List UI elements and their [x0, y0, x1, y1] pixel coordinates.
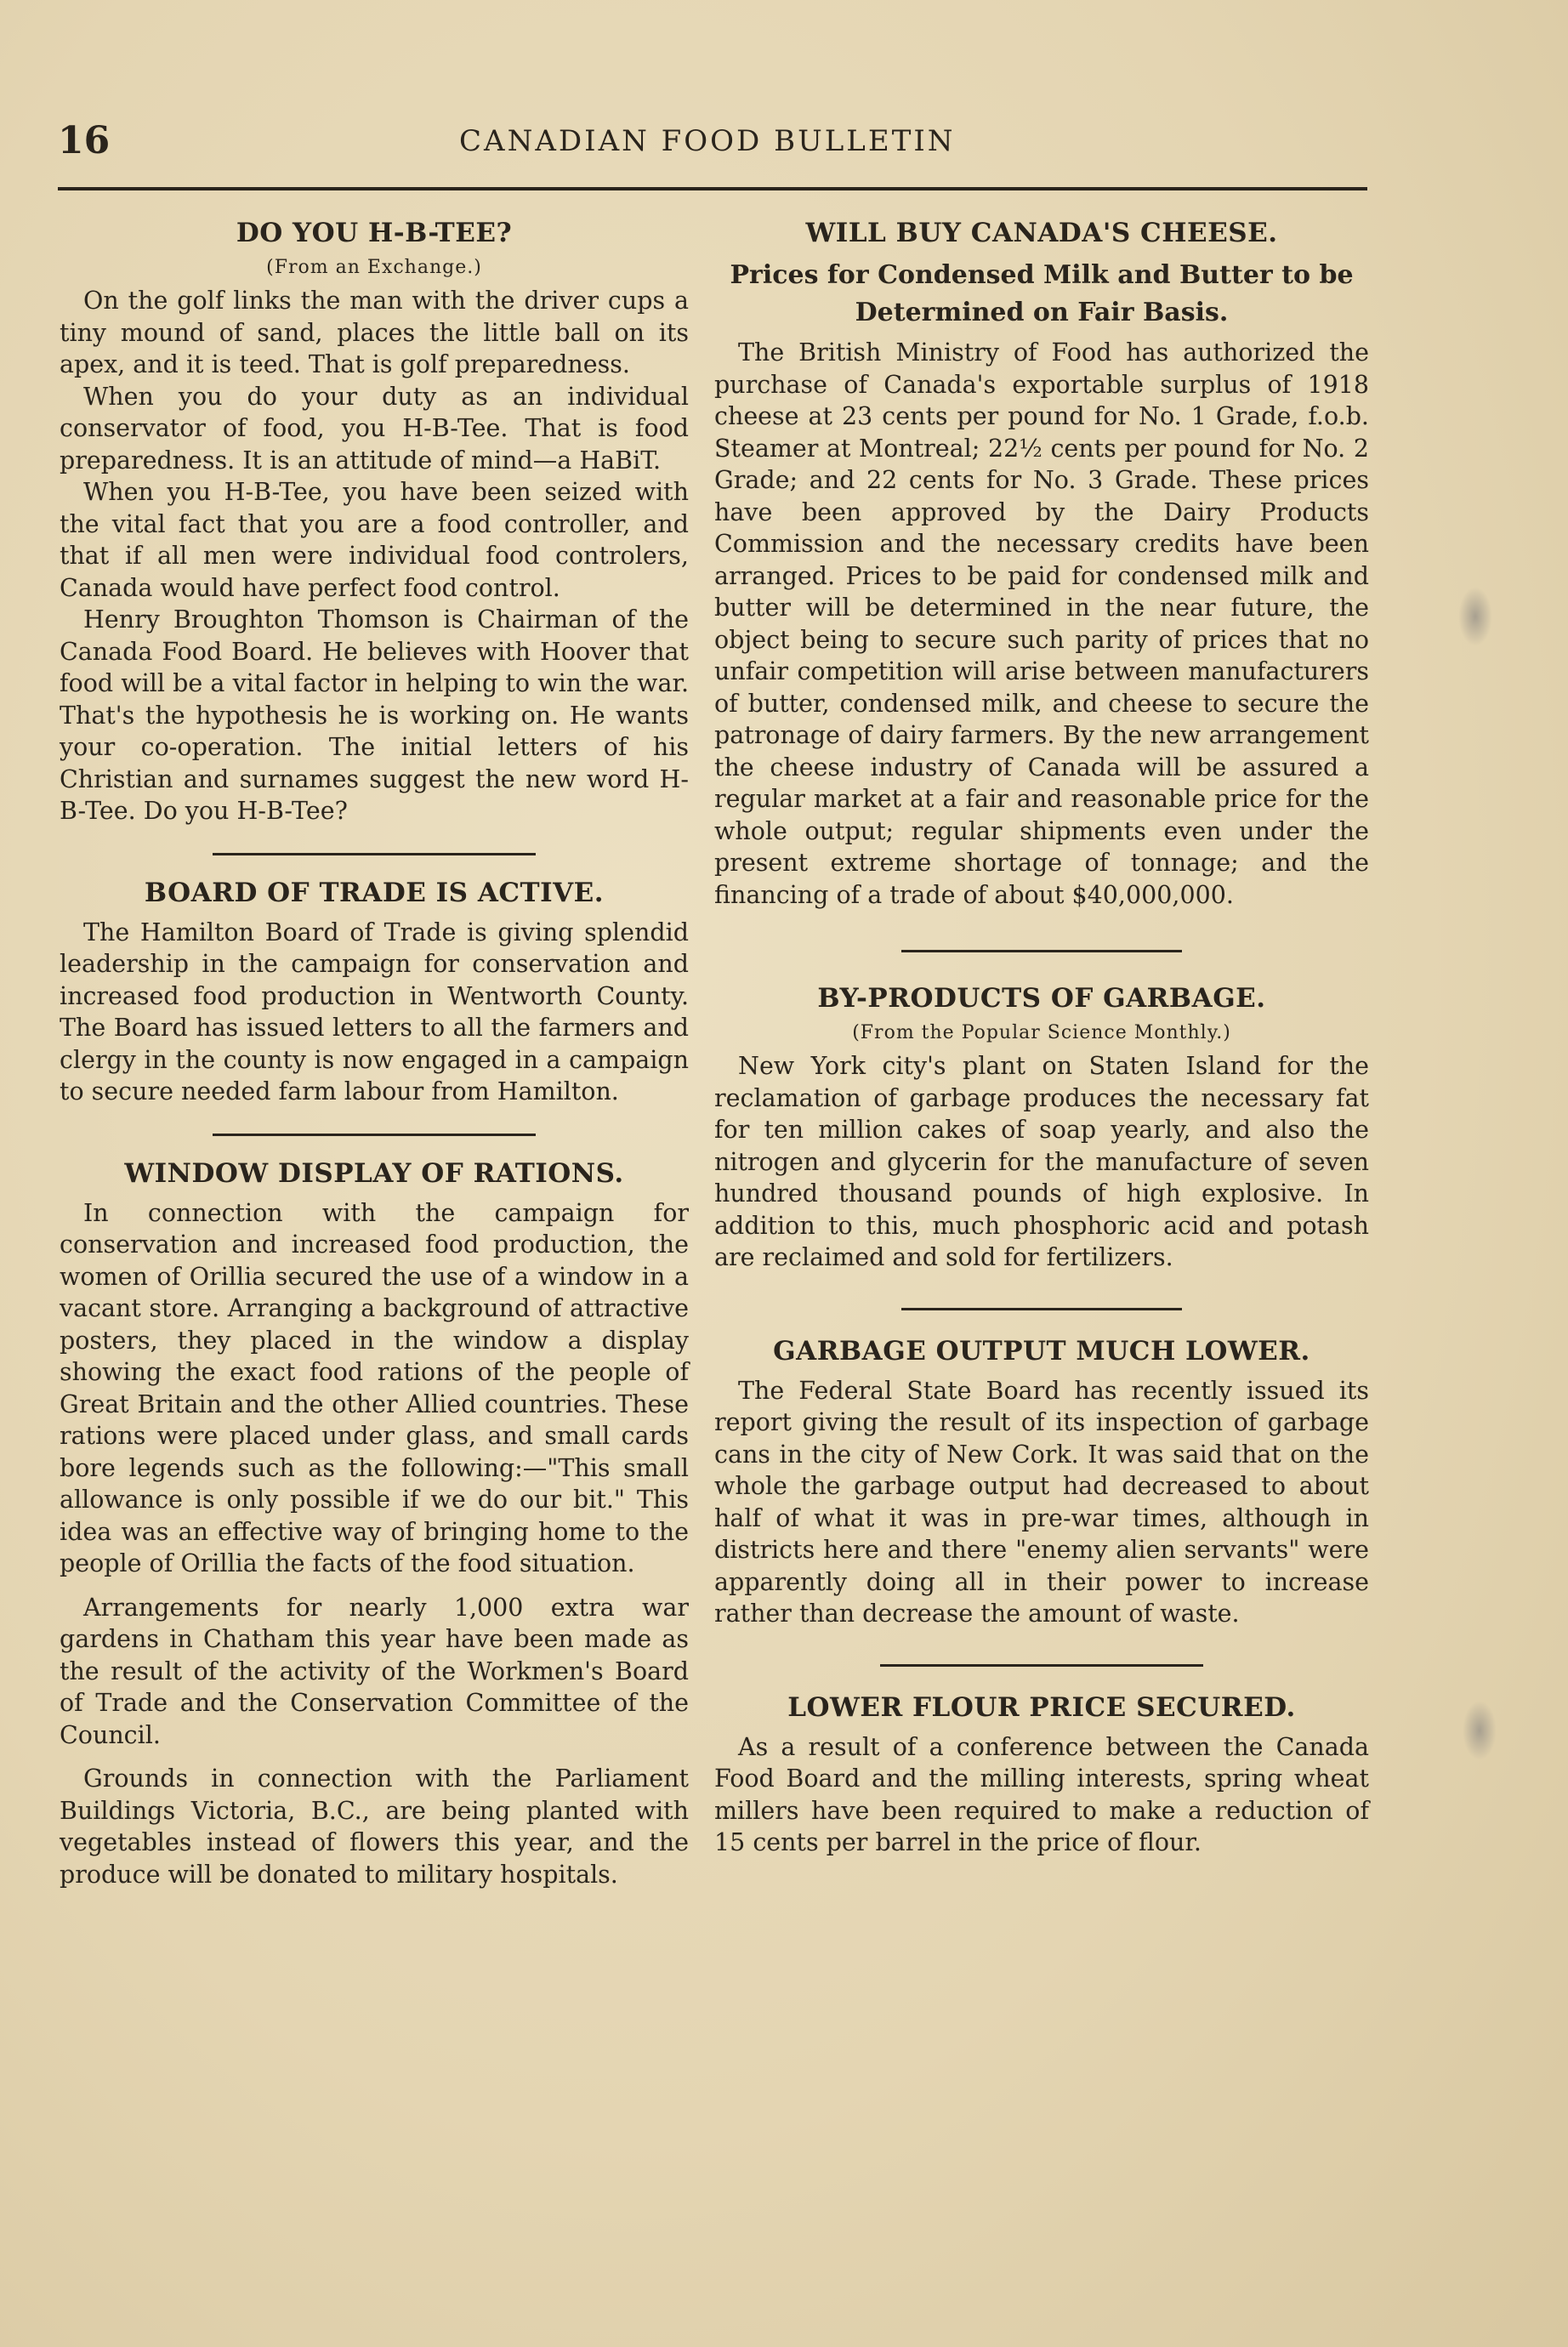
- article-by-products: [714, 983, 1369, 1274]
- paragraph: The Federal State Board has recently issued its report giving the result of its inspection of garbage cans in the city of New Cork. It was said that on the whole the garbage output had decreased to about half of what it was in pre-war times, although in districts here and there "enemy alien servants" were apparently doing all in their power to increase rather than decrease the amount of waste.: [714, 1376, 1369, 1628]
- article-divider: [213, 853, 536, 855]
- page-header: [51, 119, 1378, 170]
- paragraph: The British Ministry of Food has authorized the purchase of Canada's exportable surplus of 1918 cheese at 23 cents per pound for No. 1 Grade, f.o.b. Steamer at Montreal; 22½ cents per pound for No. 2 Grade; and 22 cents for No. 3 Grade. These prices have been approved by the Dairy Products Commission and the necessary credits have been arranged. Prices to be paid for condensed milk and butter will be determined in the near future, the object being to secure such parity of prices that no unfair competition will arise between manufacturers of butter, condensed milk, and cheese to secure the patronage of dairy farmers. By the new arrangement the cheese industry of Canada will be assured a regular market at a fair and reasonable price for the whole output; regular shipments even under the present extreme shortage of tonnage; and the financing of a trade of about $40,000,000.: [714, 338, 1369, 909]
- article-flour-price: [714, 1692, 1369, 1859]
- article-divider: [901, 1308, 1182, 1310]
- header-rule: [58, 187, 1367, 190]
- paragraph: On the golf links the man with the driver cups a tiny mound of sand, places the little ball on its apex, and it is teed. That is golf preparedness.: [60, 287, 689, 378]
- article-title: LOWER FLOUR PRICE SECURED.: [787, 1691, 1296, 1723]
- running-title: CANADIAN FOOD BULLETIN: [459, 124, 956, 158]
- paper-stain: [1463, 1701, 1497, 1760]
- article-title: GARBAGE OUTPUT MUCH LOWER.: [773, 1335, 1310, 1367]
- article-divider: [880, 1664, 1203, 1667]
- article-window-display: [60, 1158, 689, 1891]
- article-canadas-cheese: [714, 218, 1369, 911]
- paragraph: Arrangements for nearly 1,000 extra war gardens in Chatham this year have been made as the result of the activity of the Workmen's Board of Trade and the Conservation Committee of the Council.: [60, 1593, 689, 1749]
- page-number: 16: [58, 119, 111, 162]
- article-title: WINDOW DISPLAY OF RATIONS.: [124, 1157, 624, 1189]
- article-source: (From the Popular Science Monthly.): [852, 1022, 1231, 1043]
- paragraph: In connection with the campaign for conservation and increased food production, the women of Orillia secured the use of a window in a vacant store. Arranging a background of attractive posters, they placed in the window a display showing the exact food rations of the people of Great Britain and the other Allied countries. These rations were placed under glass, and small cards bore legends such as the following:—"This small allowance is only possible if we do our bit." This idea was an effective way of bringing home to the people of Orillia the facts of the food situation.: [60, 1198, 689, 1577]
- paragraph: New York city's plant on Staten Island for the reclamation of garbage produces the necessary fat for ten million cakes of soap yearly, and also the nitrogen and glycerin for the manufacture of seven hundred thousand pounds of high explosive. In addition to this, much phosphoric acid and potash are reclaimed and sold for fertilizers.: [714, 1052, 1369, 1271]
- article-divider: [213, 1134, 536, 1136]
- paragraph: The Hamilton Board of Trade is giving splendid leadership in the campaign for conservation and increased food production in Wentworth County. The Board has issued letters to all the farmers and clergy in the county is now engaged in a campaign to secure needed farm labour from Hamilton.: [60, 918, 689, 1105]
- paragraph: As a result of a conference between the Canada Food Board and the milling interests, spring wheat millers have been required to make a reduction of 15 cents per barrel in the price of flour.: [714, 1732, 1369, 1856]
- paragraph: Henry Broughton Thomson is Chairman of the Canada Food Board. He believes with Hoover that food will be a vital factor in helping to win the war. That's the hypothesis he is working on. He wants your co-operation. The initial letters of his Christian and surnames suggest the new word H-B-Tee. Do you H-B-Tee?: [60, 605, 689, 825]
- article-title: BOARD OF TRADE IS ACTIVE.: [144, 877, 605, 908]
- left-column: [60, 204, 689, 1890]
- article-board-of-trade: [60, 878, 689, 1108]
- paper-stain: [1458, 587, 1492, 646]
- article-hbtee: [60, 218, 689, 827]
- paragraph: When you H-B-Tee, you have been seized with the vital fact that you are a food controller, and that if all men were individual food controlers, Canada would have perfect food control.: [60, 478, 689, 602]
- article-title: WILL BUY CANADA'S CHEESE.: [805, 218, 1278, 248]
- paragraph: When you do your duty as an individual conservator of food, you H-B-Tee. That is food preparedness. It is an attitude of mind—a HaBiT.: [60, 382, 689, 475]
- right-column: [714, 204, 1369, 1859]
- paragraph: Grounds in connection with the Parliament Buildings Victoria, B.C., are being planted with vegetables instead of flowers this year, and the produce will be donated to military hospitals.: [60, 1765, 689, 1889]
- article-title: BY-PRODUCTS OF GARBAGE.: [817, 983, 1266, 1014]
- article-title: DO YOU H-B-TEE?: [236, 218, 513, 248]
- article-deck: Prices for Condensed Milk and Butter to be Determined on Fair Basis.: [730, 260, 1354, 327]
- article-source: (From an Exchange.): [266, 257, 482, 278]
- article-garbage-output: [714, 1336, 1369, 1630]
- article-divider: [901, 950, 1182, 952]
